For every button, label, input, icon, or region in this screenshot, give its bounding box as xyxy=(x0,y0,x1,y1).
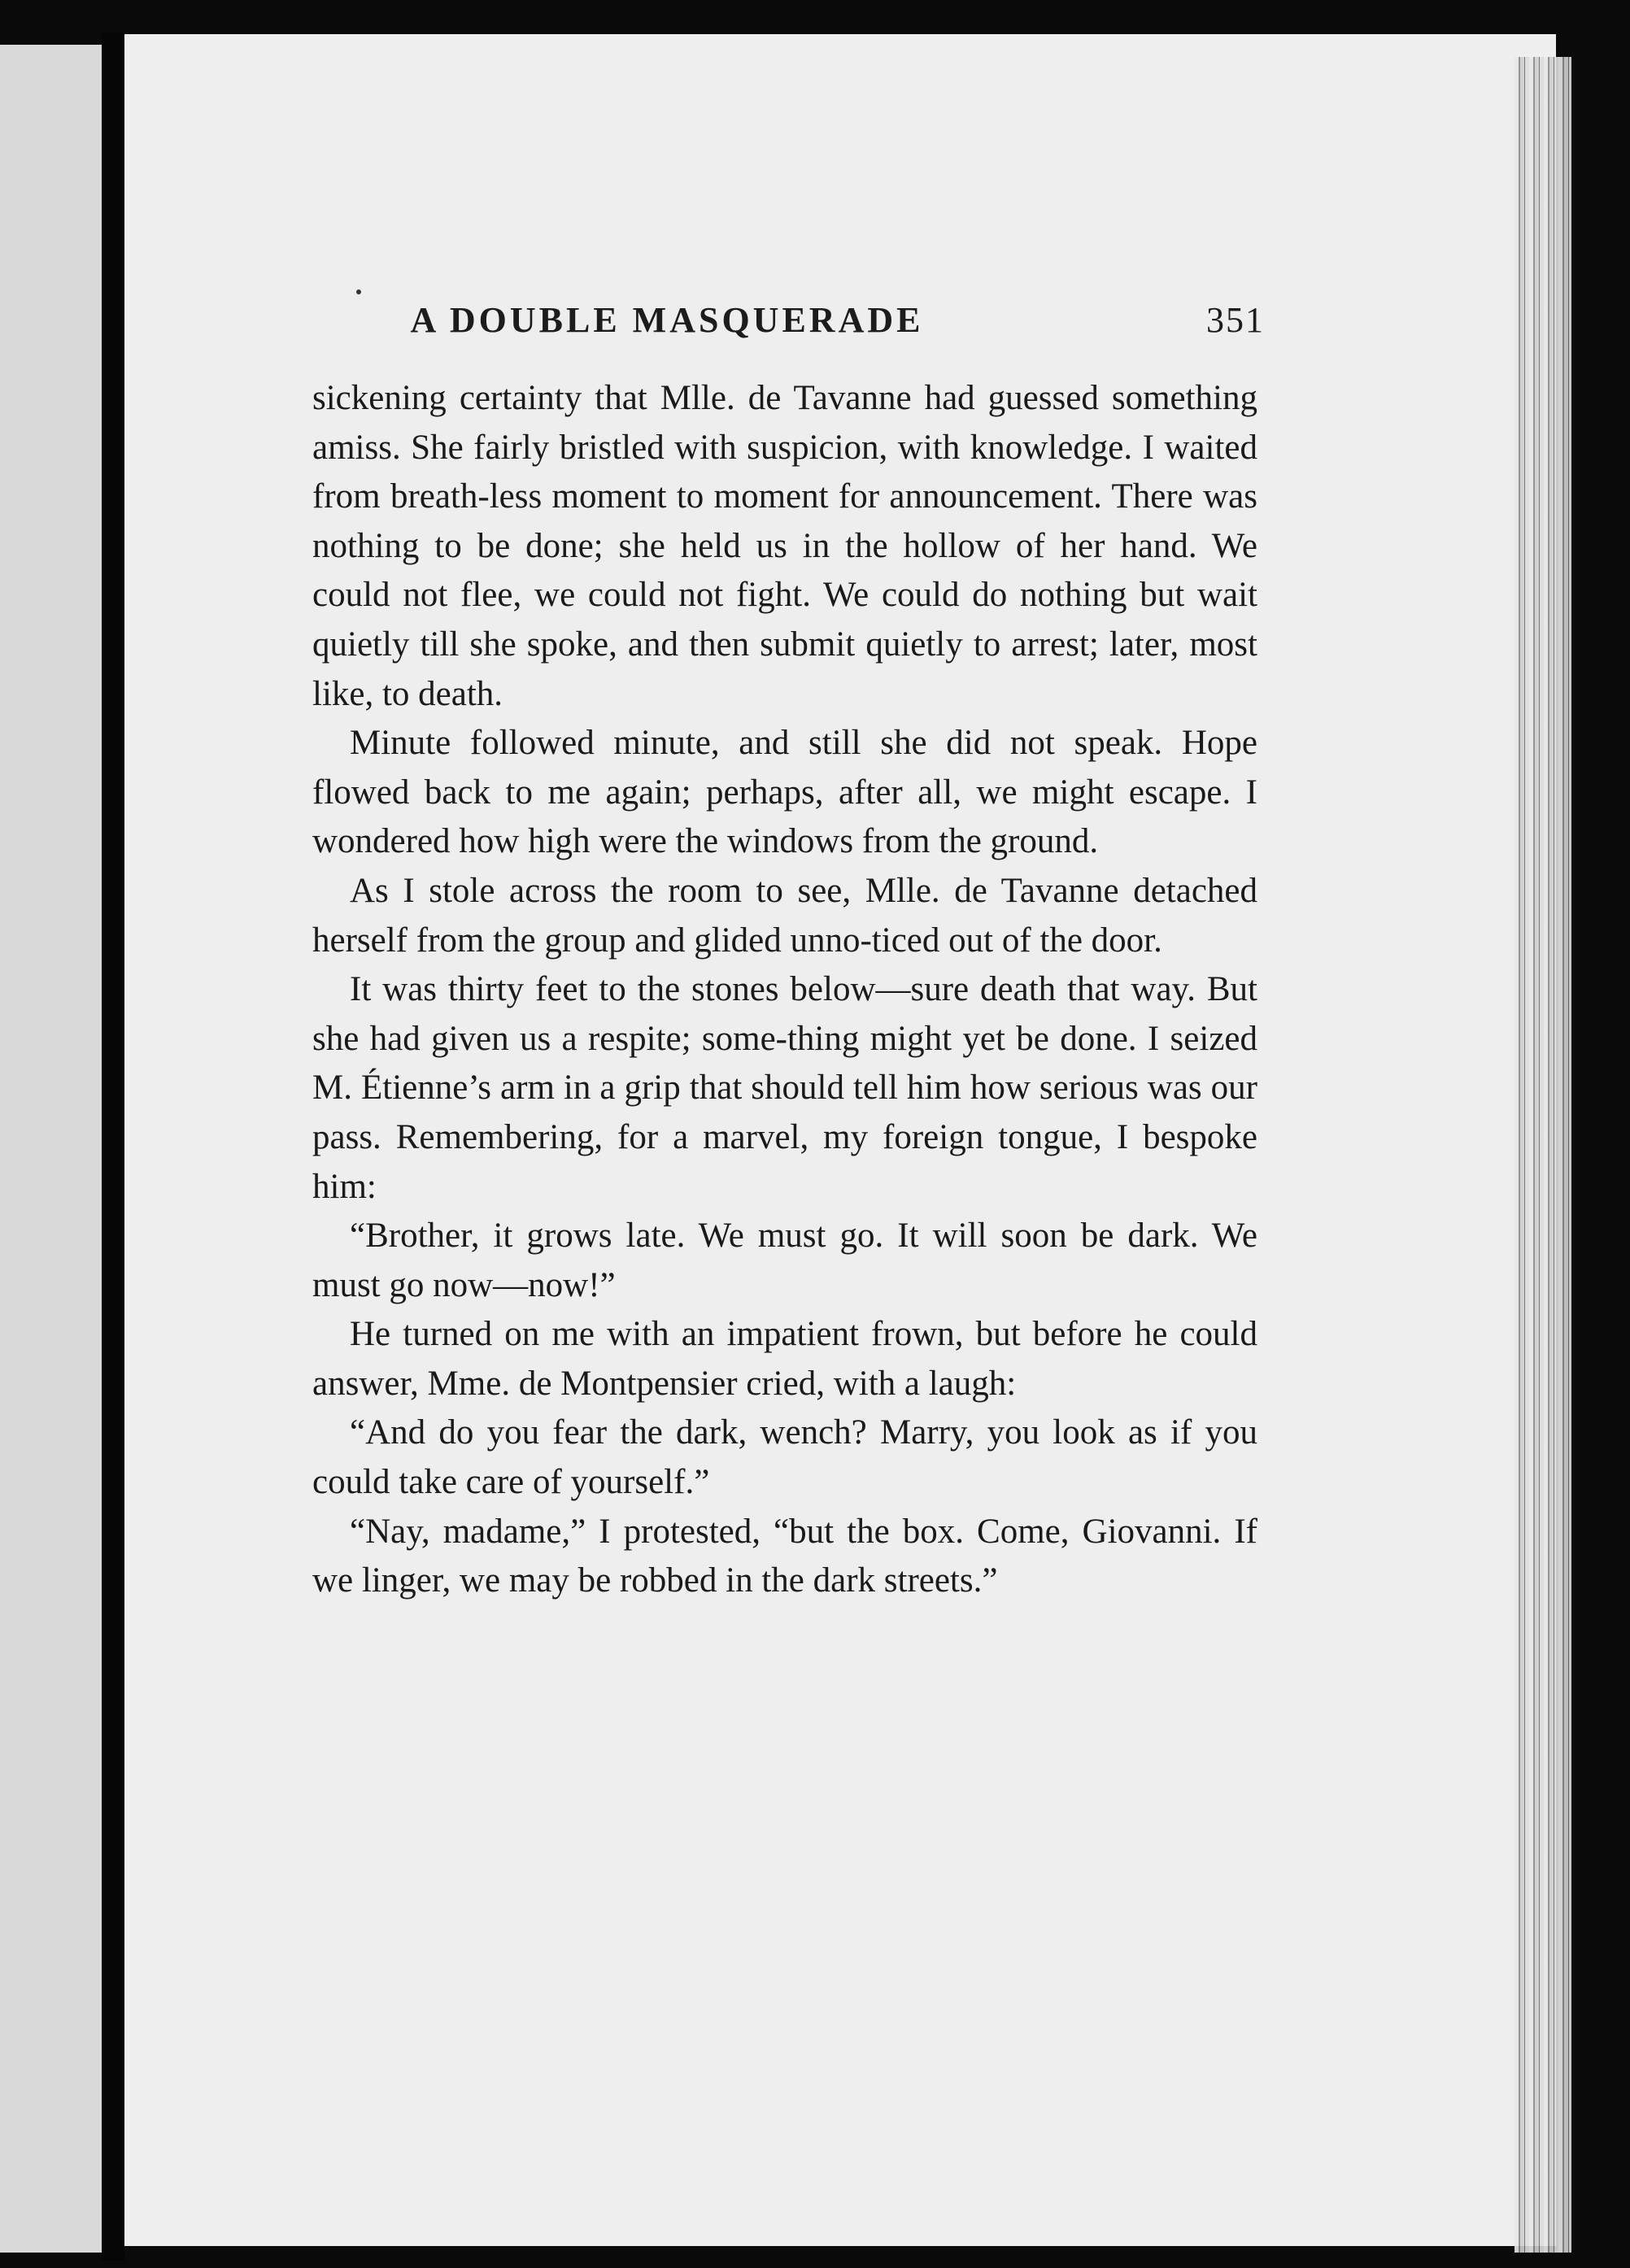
running-title: A DOUBLE MASQUERADE xyxy=(410,300,924,340)
paragraph: He turned on me with an impatient frown, but before he could answer, Mme. de Montpensier cried, with a laugh: xyxy=(312,1315,1257,1403)
ink-speck xyxy=(356,289,361,294)
paragraph: It was thirty feet to the stones below—sure death that way. But she had given us a respite; some-thing might yet be done. I seized M. Étienne’s arm in a grip that should tell him how serious was our pass. Remembering, for a marvel, my foreign tongue, I bespoke him: xyxy=(312,970,1257,1206)
gutter-shadow xyxy=(102,33,124,2261)
paragraph: “Nay, madame,” I protested, “but the box. Come, Giovanni. If we linger, we may be robbed in the dark streets.” xyxy=(312,1512,1257,1600)
scan-border xyxy=(1571,57,1630,2268)
running-header xyxy=(309,299,1265,348)
page-stack-edge xyxy=(1515,57,1571,2253)
page-number: 351 xyxy=(1206,300,1265,340)
paragraph: “And do you fear the dark, wench? Marry, you look as if you could take care of yourself.” xyxy=(312,1413,1257,1502)
paragraph: As I stole across the room to see, Mlle. de Tavanne detached herself from the group and glided unno-ticed out of the door. xyxy=(312,871,1257,960)
paragraph: sickening certainty that Mlle. de Tavanne had guessed something amiss. She fairly bristled with suspicion, with knowledge. I waited from breath-less moment to moment for announcement. There was nothing to be done; she held us in the hollow of her hand. We could not flee, we could not fight. We could do nothing but wait quietly till she spoke, and then submit quietly to arrest; later, most like, to death. xyxy=(312,379,1257,713)
facing-page-edge xyxy=(0,45,102,2253)
paragraph: Minute followed minute, and still she did not speak. Hope flowed back to me again; perhaps, after all, we might escape. I wondered how high were the windows from the ground. xyxy=(312,724,1257,861)
paragraph: “Brother, it grows late. We must go. It will soon be dark. We must go now—now!” xyxy=(312,1217,1257,1304)
body-text xyxy=(312,374,1257,1606)
